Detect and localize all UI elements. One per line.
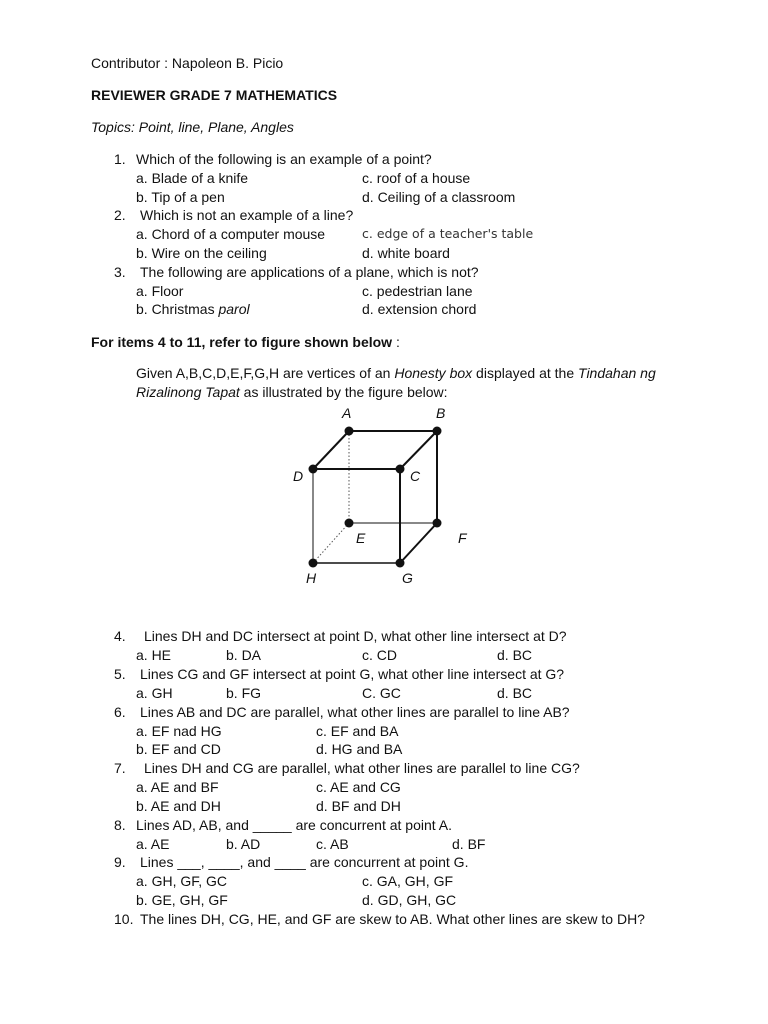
option-d: d. BC xyxy=(497,647,533,663)
question-number: 4. xyxy=(114,628,126,644)
question-text: Lines AD, AB, and _____ are concurrent at point A. xyxy=(136,817,452,833)
option-a: a. HE xyxy=(136,647,172,663)
option-d: d. Ceiling of a classroom xyxy=(362,189,516,205)
given-text: displayed at the xyxy=(472,365,579,381)
vertex-D xyxy=(309,465,318,474)
question-number: 6. xyxy=(114,704,126,720)
question-number: 5. xyxy=(114,666,126,682)
question-number: 3. xyxy=(114,264,126,280)
option-b: b. DA xyxy=(226,647,262,663)
question-number: 1. xyxy=(114,151,126,167)
option-d: d. HG and BA xyxy=(316,741,403,757)
option-c: c. CD xyxy=(362,647,397,663)
question-number: 10. xyxy=(114,911,134,927)
label-B: B xyxy=(436,405,446,421)
option-d: d. GD, GH, GC xyxy=(362,892,457,908)
option-c: c. AE and CG xyxy=(316,779,401,795)
vertex-G xyxy=(396,559,405,568)
question-text: Which is not an example of a line? xyxy=(140,207,354,223)
option-b-italic: parol xyxy=(218,301,250,317)
vertex-F xyxy=(433,519,442,528)
option-b: b. GE, GH, GF xyxy=(136,892,228,908)
option-b: b. Wire on the ceiling xyxy=(136,245,267,261)
label-E: E xyxy=(356,530,366,546)
option-c: C. GC xyxy=(362,685,401,701)
question-text: Lines CG and GF intersect at point G, what other line intersect at G? xyxy=(140,666,565,682)
vertex-B xyxy=(433,427,442,436)
vertex-E xyxy=(345,519,354,528)
given-text: as illustrated by the figure below: xyxy=(239,384,448,400)
option-d: d. BF and DH xyxy=(316,798,401,814)
option-a: a. AE xyxy=(136,836,170,852)
question-text: Lines DH and CG are parallel, what other lines are parallel to line CG? xyxy=(144,760,580,776)
document-title: REVIEWER GRADE 7 MATHEMATICS xyxy=(91,87,338,103)
question-text: The lines DH, CG, HE, and GF are skew to AB. What other lines are skew to DH? xyxy=(140,911,645,927)
edge-GF xyxy=(400,523,437,563)
option-c: c. pedestrian lane xyxy=(362,283,473,299)
label-G: G xyxy=(402,570,413,586)
vertex-H xyxy=(309,559,318,568)
edge-DA xyxy=(313,431,349,469)
vertex-C xyxy=(396,465,405,474)
option-c: c. edge of a teacher's table xyxy=(362,226,534,241)
given-italic: Honesty box xyxy=(394,365,473,381)
items-note-bold: For items 4 to 11, refer to figure shown below xyxy=(91,334,393,350)
question-text: The following are applications of a plane, which is not? xyxy=(140,264,479,280)
option-c: c. GA, GH, GF xyxy=(362,873,454,889)
contributor-line: Contributor : Napoleon B. Picio xyxy=(91,55,284,71)
given-italic: Tindahan ng xyxy=(578,365,656,381)
given-text: Given A,B,C,D,E,F,G,H are vertices of an xyxy=(136,365,395,381)
option-d: d. BF xyxy=(452,836,486,852)
option-b-text: b. Christmas xyxy=(136,301,219,317)
option-b: b. EF and CD xyxy=(136,741,221,757)
option-a: a. GH, GF, GC xyxy=(136,873,228,889)
question-number: 7. xyxy=(114,760,126,776)
option-a: a. Floor xyxy=(136,283,184,299)
option-a: a. AE and BF xyxy=(136,779,219,795)
label-F: F xyxy=(458,530,467,546)
option-d: d. white board xyxy=(362,245,450,261)
items-note-tail: : xyxy=(392,334,400,350)
vertex-A xyxy=(345,427,354,436)
option-c: c. roof of a house xyxy=(362,170,471,186)
question-number: 8. xyxy=(114,817,126,833)
option-b: b. Tip of a pen xyxy=(136,189,225,205)
option-a: a. GH xyxy=(136,685,173,701)
label-A: A xyxy=(342,405,352,421)
option-c: c. EF and BA xyxy=(316,723,399,739)
option-b: b. FG xyxy=(226,685,262,701)
topics-line: Topics: Point, line, Plane, Angles xyxy=(91,119,294,135)
edge-CB xyxy=(400,431,437,469)
option-b: b. AE and DH xyxy=(136,798,221,814)
question-text: Lines AB and DC are parallel, what other lines are parallel to line AB? xyxy=(140,704,570,720)
question-number: 2. xyxy=(114,207,126,223)
question-text: Which of the following is an example of a point? xyxy=(136,151,432,167)
option-c: c. AB xyxy=(316,836,349,852)
option-a: a. Blade of a knife xyxy=(136,170,249,186)
option-a: a. EF nad HG xyxy=(136,723,222,739)
option-d: d. extension chord xyxy=(362,301,477,317)
option-d: d. BC xyxy=(497,685,533,701)
question-text: Lines ___, ____, and ____ are concurrent at point G. xyxy=(140,854,469,870)
question-text: Lines DH and DC intersect at point D, what other line intersect at D? xyxy=(144,628,567,644)
label-H: H xyxy=(306,570,317,586)
edge-HE xyxy=(313,523,349,563)
question-number: 9. xyxy=(114,854,126,870)
label-D: D xyxy=(293,468,304,484)
given-italic: Rizalinong Tapat xyxy=(136,384,240,400)
label-C: C xyxy=(410,468,421,484)
option-b: b. AD xyxy=(226,836,261,852)
option-a: a. Chord of a computer mouse xyxy=(136,226,326,242)
